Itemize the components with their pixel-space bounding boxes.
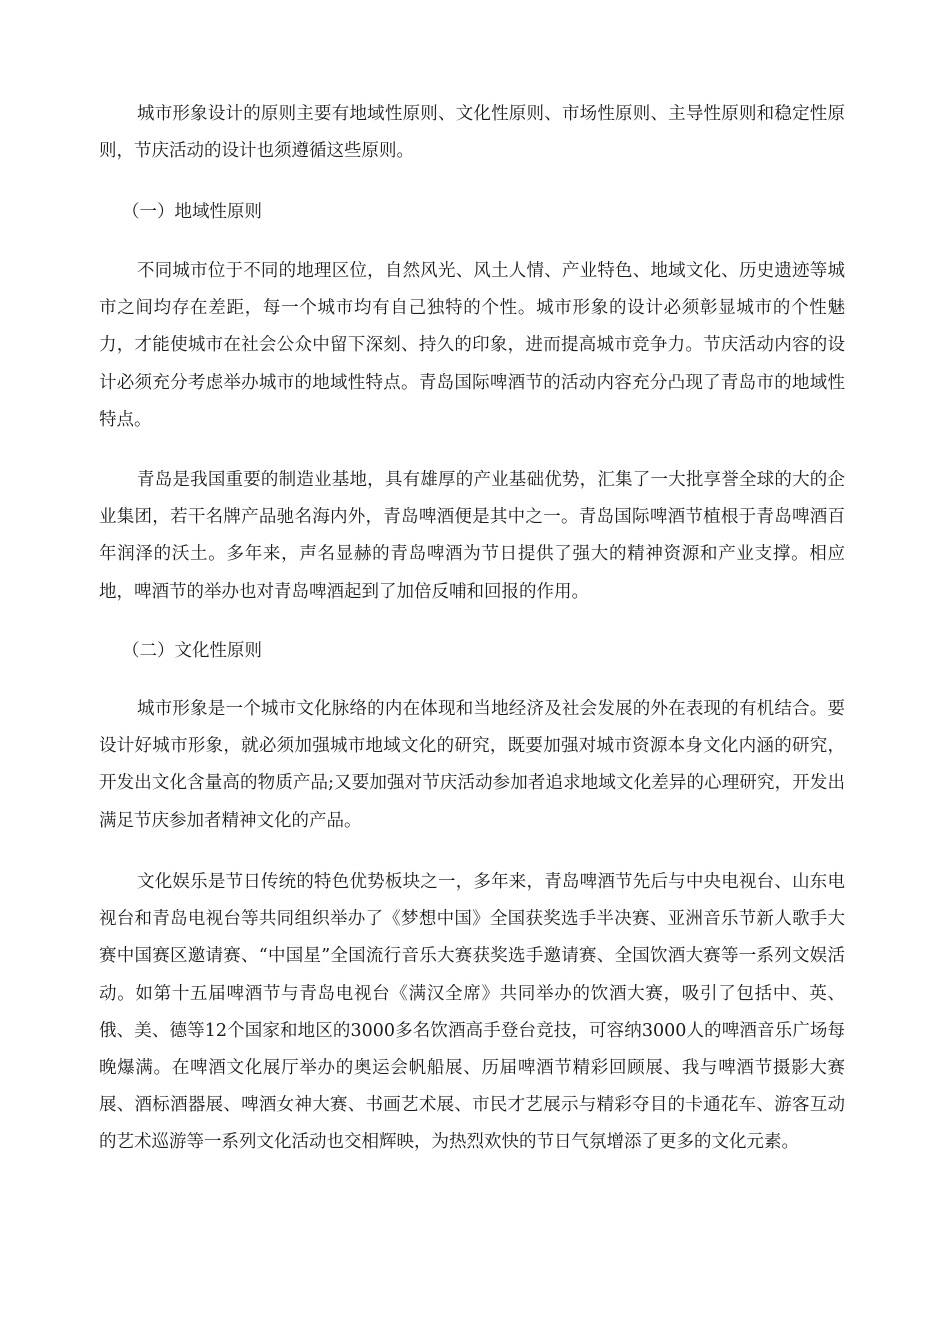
paragraph-cultural-principle: 城市形象是一个城市文化脉络的内在体现和当地经济及社会发展的外在表现的有机结合。要设计好城市形象，就必须加强城市地域文化的研究，既要加强对城市资源本身文化内涵的研究，开发出文化含量高的物质产品;又要加强对节庆活动参加者追求地域文化差异的心理研究，开发出满足节庆参加者精神文化的产品。: [99, 699, 845, 831]
paragraph-intro: 城市形象设计的原则主要有地域性原则、文化性原则、市场性原则、主导性原则和稳定性原则，节庆活动的设计也须遵循这些原则。: [99, 104, 845, 162]
section-heading-regional-principle: （一）地域性原则: [122, 202, 262, 222]
section-heading-cultural-principle: （二）文化性原则: [122, 641, 262, 661]
paragraph-cultural-entertainment: 文化娱乐是节日传统的特色优势板块之一，多年来，青岛啤酒节先后与中央电视台、山东电视台和青岛电视台等共同组织举办了《梦想中国》全国获奖选手半决赛、亚洲音乐节新人歌手大赛中国赛区邀请赛、“中国星”全国流行音乐大赛获奖选手邀请赛、全国饮酒大赛等一系列文娱活动。如第十五届啤酒节与青岛电视台《满汉全席》共同举办的饮酒大赛，吸引了包括中、英、俄、美、德等12个国家和地区的3000多名饮酒高手登台竞技，可容纳3000人的啤酒音乐广场每晚爆满。在啤酒文化展厅举办的奥运会帆船展、历届啤酒节精彩回顾展、我与啤酒节摄影大赛展、酒标酒器展、啤酒女神大赛、书画艺术展、市民才艺展示与精彩夺目的卡通花车、游客互动的艺术巡游等一系列文化活动也交相辉映，为热烈欢快的节日气氛增添了更多的文化元素。: [99, 872, 845, 1153]
paragraph-qingdao-industry: 青岛是我国重要的制造业基地，具有雄厚的产业基础优势，汇集了一大批享誉全球的大的企业集团，若干名牌产品驰名海内外，青岛啤酒便是其中之一。青岛国际啤酒节植根于青岛啤酒百年润泽的沃土。多年来，声名显赫的青岛啤酒为节日提供了强大的精神资源和产业支撑。相应地，啤酒节的举办也对青岛啤酒起到了加倍反哺和回报的作用。: [99, 470, 845, 602]
paragraph-regional-principle: 不同城市位于不同的地理区位，自然风光、风土人情、产业特色、地域文化、历史遗迹等城市之间均存在差距，每一个城市均有自己独特的个性。城市形象的设计必须彰显城市的个性魅力，才能使城市在社会公众中留下深刻、持久的印象，进而提高城市竞争力。节庆活动内容的设计必须充分考虑举办城市的地域性特点。青岛国际啤酒节的活动内容充分凸现了青岛市的地域性特点。: [99, 261, 845, 430]
